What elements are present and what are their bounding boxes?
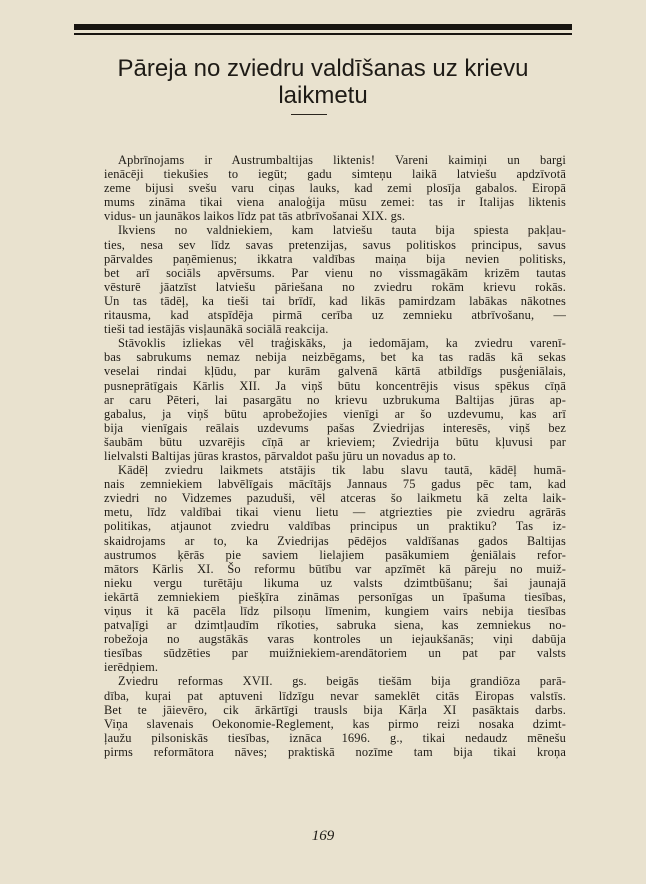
text-line: skaidrojams ar to, ka Zviedrijas pēdējos valdīšanas gados Baltijas bbox=[104, 533, 566, 548]
text-line: Apbrīnojams ir Austrumbaltijas liktenis! Vareni kaimiņi un bargi bbox=[118, 153, 566, 167]
text-line: ritausma, kad atspīdēja pirmā cerība uz zemnieku atbrīvošanu, — bbox=[104, 308, 566, 323]
text-line: austrumos ķērās pie saviem lielajiem pasākumiem ģeniālais refor- bbox=[104, 547, 566, 562]
text-line: iekārtā zemniekiem piešķīra zināmas personīgas un īpašuma tiesības, bbox=[104, 589, 566, 604]
text-line: Un tas tādēļ, ka tieši tai brīdī, kad likās pamirdzam labākas nākotnes bbox=[104, 293, 566, 308]
text-line: ienācēji tiekušies to iegūt; gadu simteņu laikā latviešu apdzīvotā bbox=[104, 167, 566, 182]
text-line: pusneprātīgais Kārlis XII. Ja viņš būtu koncentrējis visus spēkus cīņā bbox=[104, 378, 566, 393]
text-line: nieku vergu turētāju likuma uz valsts dzimtbūšanu; šai jaunajā bbox=[104, 575, 566, 590]
text-line: Kādēļ zviedru laikmets atstājis tik labu slavu tautā, kādēļ humā- bbox=[118, 463, 566, 478]
text-line: vēsturē jāatzīst latviešu pāriešana no zviedru rokām krievu rokās. bbox=[104, 279, 566, 294]
text-line: lielvalsti Baltijas jūras krastos, pārvaldot pašu jūru un novadus ap to. bbox=[104, 448, 457, 463]
text-line: Zviedru reformas XVII. gs. beigās tiešām bija grandiōza parā- bbox=[118, 674, 566, 689]
text-line: pirms reformātora nāves; praktiskā nozīme tam bija tikai kroņa bbox=[104, 744, 566, 759]
text-line: tieši tad iestājās visļaunākā sociālā reakcija. bbox=[104, 322, 329, 337]
text-line: ar caru Pēteri, lai pasargātu no krievu uzbrukuma Baltijas jūras ap- bbox=[104, 392, 566, 407]
text-line: mātors Kārlis XI. Šo reformu būtību var apzīmēt kā pāreju no muiž- bbox=[104, 561, 566, 576]
text-line: veselai rindai kļūdu, par kurām galvenā kārtā atbildīgs pusģeniālais, bbox=[104, 364, 566, 379]
page-number: 169 bbox=[311, 828, 335, 844]
text-line: mums zināma tikai viena analoģija mūsu zemei: tas ir Italijas liktenis bbox=[104, 195, 566, 210]
text-line: viņus it kā pacēla līdz pilsoņu līmenim, kungiem vairs nebija tiesības bbox=[104, 604, 566, 618]
title-separator bbox=[291, 114, 327, 115]
text-line: dība, kuŗai pat aptuveni līdzīgu nevar sameklēt citās Eiropas valstīs. bbox=[104, 688, 566, 703]
text-line: Stāvoklis izliekas vēl traģiskāks, ja iedomājam, ka zviedru varenī- bbox=[118, 336, 566, 351]
text-line: zeme bijusi svešu varu ciņas lauks, kad zemi plosīja gabalos. Eiropā bbox=[104, 181, 566, 196]
text-line: vidus- un jaunākos laikos līdz pat tās atbrīvošanai XIX. gs. bbox=[104, 209, 406, 224]
text-line: patvaļīgi ar dzimtļaudīm rīkoties, sabruka siena, kas zemniekus no- bbox=[104, 618, 566, 633]
text-line: bija vienīgais reālais uzdevums pašas Zviedrijas interesēs, viņš bez bbox=[104, 420, 566, 435]
text-line: Ikviens no valdniekiem, kam latviešu tauta bija spiesta pakļau- bbox=[118, 223, 566, 238]
text-line: metu, līdz valdībai tikai vienu lietu — atgriezties pie zviedru agrārās bbox=[104, 505, 566, 520]
top-double-rule bbox=[74, 24, 572, 30]
text-line: Viņa slavenais Oekonomie-Reglement, kas pirmo reizi nosaka dzimt- bbox=[104, 716, 566, 731]
text-line: Bet te jāievēro, cik ārkārtīgi trausls bija Kārļa XI pasāktais darbs. bbox=[104, 702, 566, 717]
body-text bbox=[104, 153, 566, 759]
text-line: ļaužu pilsoniskās tiesības, iznāca 1696. g., tikai nedaudz mēnešu bbox=[104, 730, 566, 745]
text-line: pārvaldes paņēmienus; ikkatra valdības maiņa bija nevien politisks, bbox=[104, 251, 566, 266]
chapter-title: Pāreja no zviedru valdīšanas uz krievu laikmetu bbox=[117, 55, 529, 109]
text-line: zviedri no Vidzemes pazuduši, vēl atceras šo laikmetu kā zelta laik- bbox=[104, 491, 566, 506]
text-line: politikas, atjaunot zviedru valdības principus un praktiku? Tas iz- bbox=[104, 519, 566, 534]
text-line: šaubām būtu uzvarējis cīņā ar krieviem; Zviedrija būtu kļuvusi par bbox=[104, 434, 566, 449]
text-line: ierēdņiem. bbox=[104, 660, 159, 675]
text-line: tiesības sūdzēties par muižniekiem-arendātoriem un pat par valsts bbox=[104, 646, 566, 661]
text-line: ties, nesa sev līdz savas pretenzijas, savus politiskos principus, savus bbox=[104, 237, 566, 252]
text-line: robežoja no augstākās varas kontroles un iejaukšanās; viņi dabūja bbox=[104, 632, 566, 647]
text-line: bet arī sociāls apvērsums. Par vienu no vissmagākām krizēm tautas bbox=[104, 265, 566, 280]
text-line: nais zemniekiem labvēlīgais mācītājs Jannaus 75 gadus pēc tam, kad bbox=[104, 477, 566, 492]
text-line: bas sabrukums nemaz nebija neizbēgams, bet ka tas radās kā sekas bbox=[104, 350, 566, 365]
text-line: gabalus, ja viņš būtu aprobežojies vienīgi ar šo uzdevumu, kas arī bbox=[104, 406, 566, 421]
